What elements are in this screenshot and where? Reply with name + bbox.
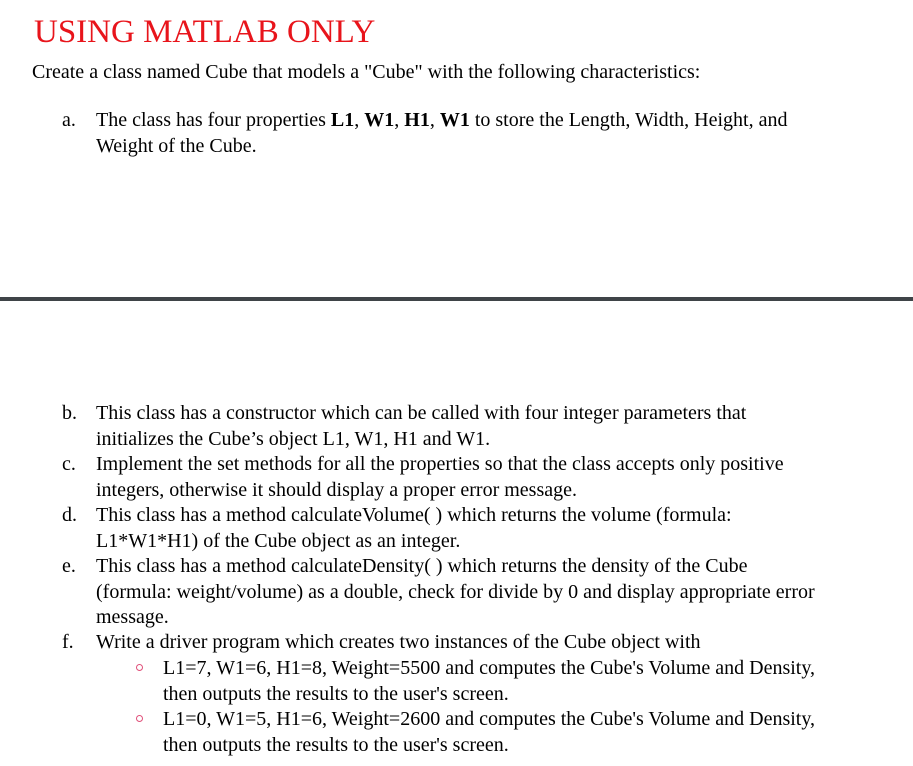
- property-name: H1: [404, 109, 430, 131]
- intro-text: Create a class named Cube that models a "Cube" with the following characteristics:: [32, 61, 701, 83]
- text-line: then outputs the results to the user's screen.: [163, 682, 509, 705]
- property-name: L1: [330, 109, 355, 131]
- hollow-circle-bullet-icon: [136, 715, 143, 722]
- text-line: integers, otherwise it should display a proper error message.: [96, 478, 577, 501]
- text-line: Implement the set methods for all the properties so that the class accepts only positive: [96, 453, 784, 475]
- list-item-b-text: [96, 401, 906, 452]
- property-name: W1: [364, 109, 395, 131]
- text-line: L1*W1*H1) of the Cube object as an integer.: [96, 529, 461, 552]
- text-line: Weight of the Cube.: [96, 134, 257, 157]
- text-line: [96, 108, 906, 134]
- page-title: USING MATLAB ONLY: [34, 14, 376, 50]
- list-marker-f: f.: [62, 631, 74, 653]
- text-line: This class has a method calculateDensity( ) which returns the density of the Cube: [96, 555, 748, 577]
- section-divider: [0, 297, 913, 301]
- list-marker-b: b.: [62, 402, 77, 424]
- list-marker-a: a.: [62, 109, 76, 131]
- text-run: The class has four properties: [96, 109, 331, 131]
- separator: ,: [429, 109, 440, 131]
- text-line: (formula: weight/volume) as a double, check for divide by 0 and display appropriate error: [96, 580, 815, 603]
- text-line: initializes the Cube’s object L1, W1, H1 and W1.: [96, 427, 491, 450]
- text-run: to store the Length, Width, Height, and: [469, 109, 788, 131]
- list-item-f-text: [96, 630, 906, 656]
- hollow-circle-bullet-icon: [136, 664, 143, 671]
- list-item-d-text: [96, 503, 906, 554]
- text-line: message.: [96, 606, 169, 628]
- separator: ,: [354, 109, 365, 131]
- list-marker-e: e.: [62, 555, 76, 577]
- separator: ,: [394, 109, 405, 131]
- text-line: L1=7, W1=6, H1=8, Weight=5500 and computes the Cube's Volume and Density,: [163, 657, 816, 679]
- text-line: then outputs the results to the user's screen.: [163, 733, 509, 756]
- list-item-a-text: [96, 108, 906, 159]
- text-line: This class has a constructor which can be called with four integer parameters that: [96, 402, 747, 424]
- text-line: Write a driver program which creates two instances of the Cube object with: [96, 631, 701, 653]
- text-line: L1=0, W1=5, H1=6, Weight=2600 and computes the Cube's Volume and Density,: [163, 708, 816, 730]
- list-marker-c: c.: [62, 453, 76, 475]
- list-item-e-text: [96, 554, 906, 631]
- list-marker-d: d.: [62, 504, 77, 526]
- list-item-c-text: [96, 452, 906, 503]
- sub-list-item-text: [163, 656, 908, 707]
- sub-list-item-text: [163, 707, 908, 758]
- property-name: W1: [439, 109, 470, 131]
- text-line: This class has a method calculateVolume( ) which returns the volume (formula:: [96, 504, 732, 526]
